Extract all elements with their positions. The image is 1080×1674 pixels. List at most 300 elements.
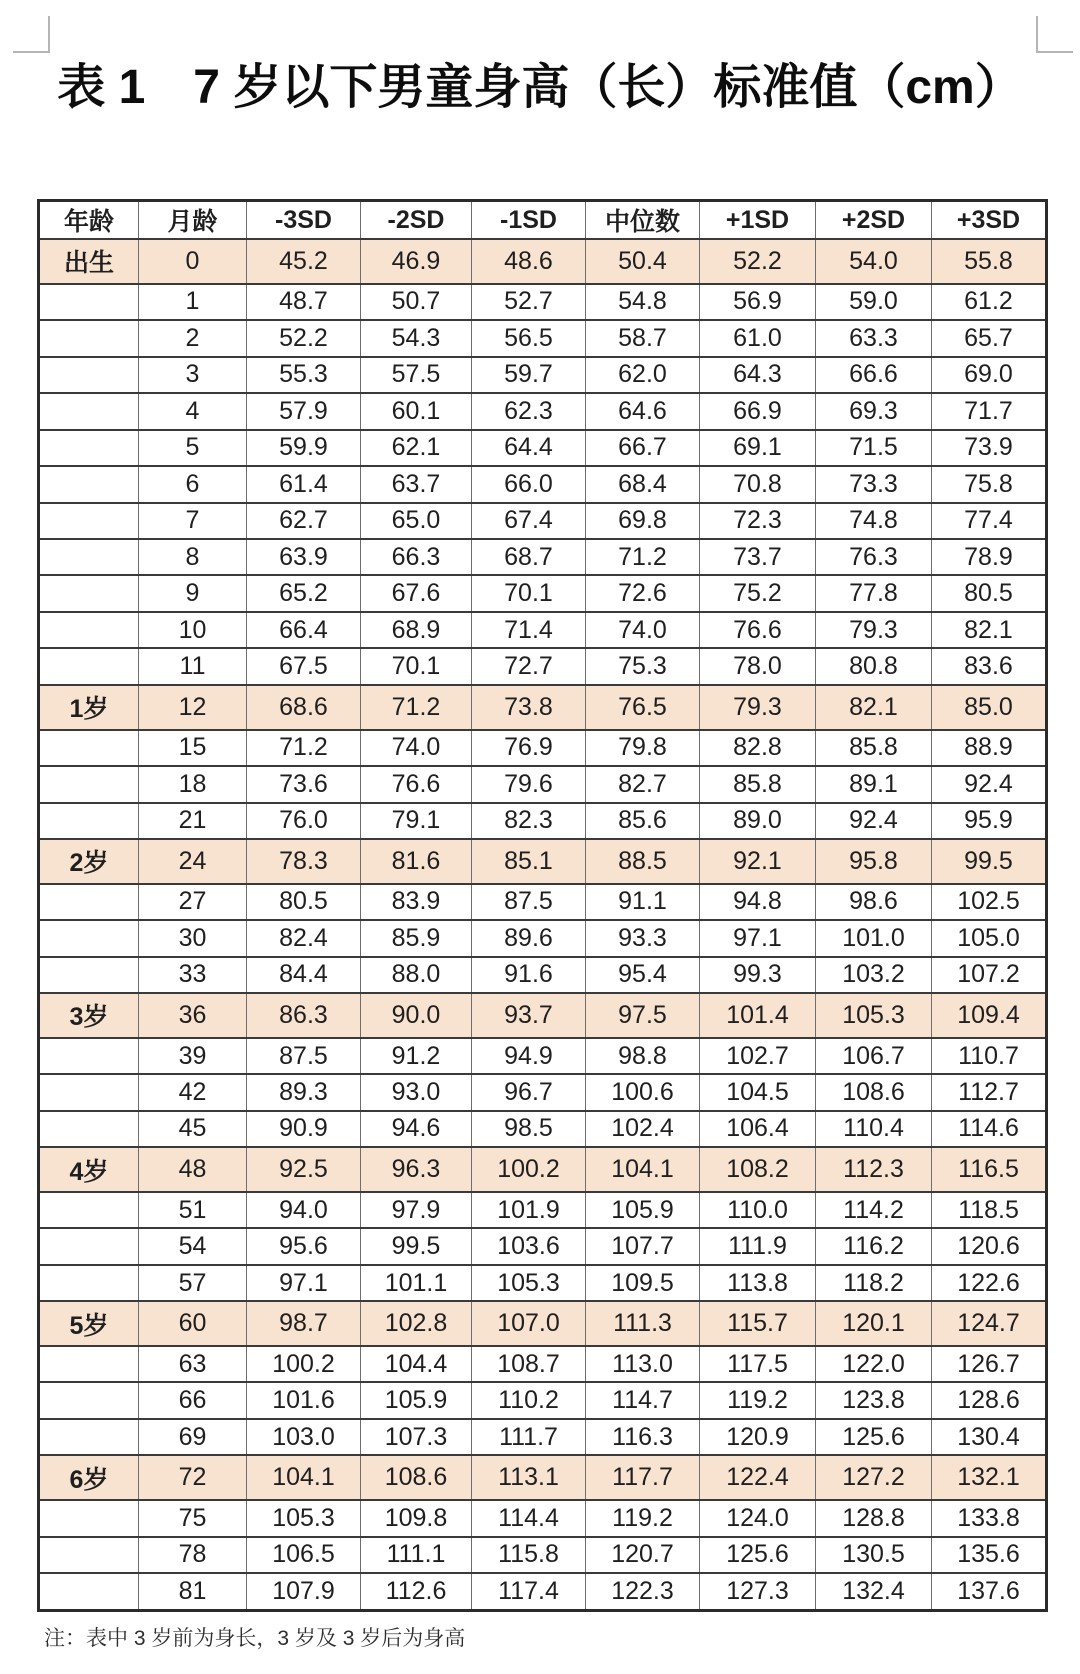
value-cell: 52.2 [247, 320, 361, 356]
value-cell: 48.6 [472, 239, 586, 284]
table-row [39, 1074, 1047, 1110]
value-cell: 111.7 [472, 1419, 586, 1455]
value-cell: 122.0 [816, 1346, 932, 1382]
value-cell: 97.1 [700, 920, 816, 956]
value-cell: 101.4 [700, 993, 816, 1038]
value-cell: 98.5 [472, 1111, 586, 1147]
column-header: +3SD [932, 201, 1047, 240]
value-cell: 61.0 [700, 320, 816, 356]
month-cell: 66 [139, 1382, 247, 1418]
value-cell: 100.2 [472, 1147, 586, 1192]
value-cell: 84.4 [247, 957, 361, 993]
value-cell: 85.8 [700, 766, 816, 802]
value-cell: 71.7 [932, 393, 1047, 429]
value-cell: 127.3 [700, 1573, 816, 1610]
age-cell [39, 357, 139, 393]
age-cell [39, 1537, 139, 1573]
value-cell: 122.3 [586, 1573, 700, 1610]
value-cell: 76.3 [816, 539, 932, 575]
value-cell: 64.4 [472, 430, 586, 466]
month-cell: 18 [139, 766, 247, 802]
value-cell: 70.1 [361, 648, 472, 684]
month-cell: 6 [139, 466, 247, 502]
value-cell: 71.2 [586, 539, 700, 575]
value-cell: 82.1 [932, 612, 1047, 648]
value-cell: 73.8 [472, 685, 586, 730]
value-cell: 85.8 [816, 730, 932, 766]
value-cell: 57.5 [361, 357, 472, 393]
value-cell: 99.5 [361, 1228, 472, 1264]
age-cell: 4岁 [39, 1147, 139, 1192]
value-cell: 68.6 [247, 685, 361, 730]
value-cell: 123.8 [816, 1382, 932, 1418]
value-cell: 89.6 [472, 920, 586, 956]
value-cell: 126.7 [932, 1346, 1047, 1382]
table-row [39, 1346, 1047, 1382]
value-cell: 82.8 [700, 730, 816, 766]
value-cell: 113.1 [472, 1455, 586, 1500]
value-cell: 48.7 [247, 284, 361, 320]
value-cell: 69.3 [816, 393, 932, 429]
value-cell: 124.0 [700, 1500, 816, 1536]
value-cell: 50.4 [586, 239, 700, 284]
value-cell: 112.6 [361, 1573, 472, 1610]
value-cell: 103.2 [816, 957, 932, 993]
value-cell: 76.5 [586, 685, 700, 730]
month-cell: 27 [139, 884, 247, 920]
value-cell: 101.6 [247, 1382, 361, 1418]
value-cell: 71.5 [816, 430, 932, 466]
value-cell: 71.2 [247, 730, 361, 766]
value-cell: 70.8 [700, 466, 816, 502]
month-cell: 42 [139, 1074, 247, 1110]
value-cell: 109.8 [361, 1500, 472, 1536]
month-cell: 10 [139, 612, 247, 648]
value-cell: 85.9 [361, 920, 472, 956]
month-cell: 45 [139, 1111, 247, 1147]
value-cell: 104.1 [247, 1455, 361, 1500]
age-cell [39, 1419, 139, 1455]
value-cell: 116.5 [932, 1147, 1047, 1192]
value-cell: 61.2 [932, 284, 1047, 320]
value-cell: 119.2 [586, 1500, 700, 1536]
value-cell: 92.4 [816, 803, 932, 839]
value-cell: 106.5 [247, 1537, 361, 1573]
value-cell: 112.3 [816, 1147, 932, 1192]
value-cell: 137.6 [932, 1573, 1047, 1610]
value-cell: 94.0 [247, 1192, 361, 1228]
table-row [39, 1111, 1047, 1147]
value-cell: 71.4 [472, 612, 586, 648]
value-cell: 96.3 [361, 1147, 472, 1192]
value-cell: 89.1 [816, 766, 932, 802]
value-cell: 122.4 [700, 1455, 816, 1500]
value-cell: 79.3 [700, 685, 816, 730]
value-cell: 122.6 [932, 1265, 1047, 1301]
value-cell: 76.0 [247, 803, 361, 839]
value-cell: 116.2 [816, 1228, 932, 1264]
value-cell: 128.6 [932, 1382, 1047, 1418]
value-cell: 109.4 [932, 993, 1047, 1038]
value-cell: 93.7 [472, 993, 586, 1038]
value-cell: 52.7 [472, 284, 586, 320]
value-cell: 114.2 [816, 1192, 932, 1228]
value-cell: 120.9 [700, 1419, 816, 1455]
value-cell: 85.1 [472, 839, 586, 884]
value-cell: 125.6 [816, 1419, 932, 1455]
month-cell: 3 [139, 357, 247, 393]
table-row [39, 1500, 1047, 1536]
value-cell: 63.7 [361, 466, 472, 502]
month-cell: 75 [139, 1500, 247, 1536]
column-header: 年龄 [39, 201, 139, 240]
value-cell: 88.0 [361, 957, 472, 993]
value-cell: 111.3 [586, 1301, 700, 1346]
value-cell: 102.4 [586, 1111, 700, 1147]
value-cell: 79.8 [586, 730, 700, 766]
value-cell: 89.3 [247, 1074, 361, 1110]
month-cell: 1 [139, 284, 247, 320]
table-row [39, 284, 1047, 320]
value-cell: 98.7 [247, 1301, 361, 1346]
value-cell: 59.7 [472, 357, 586, 393]
value-cell: 108.6 [361, 1455, 472, 1500]
month-cell: 78 [139, 1537, 247, 1573]
month-cell: 9 [139, 575, 247, 611]
value-cell: 54.3 [361, 320, 472, 356]
value-cell: 105.9 [361, 1382, 472, 1418]
value-cell: 60.1 [361, 393, 472, 429]
age-cell [39, 284, 139, 320]
value-cell: 95.6 [247, 1228, 361, 1264]
value-cell: 78.0 [700, 648, 816, 684]
value-cell: 102.7 [700, 1038, 816, 1074]
month-cell: 60 [139, 1301, 247, 1346]
age-cell [39, 957, 139, 993]
value-cell: 113.8 [700, 1265, 816, 1301]
value-cell: 59.0 [816, 284, 932, 320]
value-cell: 115.8 [472, 1537, 586, 1573]
value-cell: 69.8 [586, 503, 700, 539]
value-cell: 98.6 [816, 884, 932, 920]
table-row [39, 685, 1047, 730]
age-cell [39, 612, 139, 648]
value-cell: 124.7 [932, 1301, 1047, 1346]
value-cell: 99.3 [700, 957, 816, 993]
column-header: +1SD [700, 201, 816, 240]
age-cell [39, 539, 139, 575]
value-cell: 59.9 [247, 430, 361, 466]
age-cell [39, 575, 139, 611]
value-cell: 95.8 [816, 839, 932, 884]
value-cell: 114.4 [472, 1500, 586, 1536]
value-cell: 133.8 [932, 1500, 1047, 1536]
column-header: 月龄 [139, 201, 247, 240]
value-cell: 110.0 [700, 1192, 816, 1228]
age-cell [39, 1346, 139, 1382]
month-cell: 7 [139, 503, 247, 539]
age-cell [39, 730, 139, 766]
value-cell: 94.8 [700, 884, 816, 920]
value-cell: 71.2 [361, 685, 472, 730]
table-row [39, 393, 1047, 429]
value-cell: 73.3 [816, 466, 932, 502]
age-cell [39, 1382, 139, 1418]
value-cell: 117.7 [586, 1455, 700, 1500]
value-cell: 108.2 [700, 1147, 816, 1192]
value-cell: 54.0 [816, 239, 932, 284]
value-cell: 103.6 [472, 1228, 586, 1264]
value-cell: 75.8 [932, 466, 1047, 502]
value-cell: 120.7 [586, 1537, 700, 1573]
table-title: 表 1 7 岁以下男童身高（长）标准值（cm） [57, 61, 1023, 114]
age-cell [39, 884, 139, 920]
column-header: +2SD [816, 201, 932, 240]
age-cell [39, 1228, 139, 1264]
table-row [39, 503, 1047, 539]
table-row [39, 1455, 1047, 1500]
age-cell: 5岁 [39, 1301, 139, 1346]
value-cell: 115.7 [700, 1301, 816, 1346]
value-cell: 99.5 [932, 839, 1047, 884]
month-cell: 0 [139, 239, 247, 284]
value-cell: 91.6 [472, 957, 586, 993]
value-cell: 66.9 [700, 393, 816, 429]
value-cell: 107.2 [932, 957, 1047, 993]
value-cell: 73.6 [247, 766, 361, 802]
value-cell: 117.4 [472, 1573, 586, 1610]
value-cell: 107.3 [361, 1419, 472, 1455]
month-cell: 2 [139, 320, 247, 356]
table-row [39, 648, 1047, 684]
value-cell: 82.3 [472, 803, 586, 839]
age-cell: 3岁 [39, 993, 139, 1038]
value-cell: 68.7 [472, 539, 586, 575]
value-cell: 107.9 [247, 1573, 361, 1610]
value-cell: 78.9 [932, 539, 1047, 575]
month-cell: 69 [139, 1419, 247, 1455]
value-cell: 98.8 [586, 1038, 700, 1074]
value-cell: 105.0 [932, 920, 1047, 956]
value-cell: 93.3 [586, 920, 700, 956]
table-row [39, 357, 1047, 393]
value-cell: 77.4 [932, 503, 1047, 539]
month-cell: 15 [139, 730, 247, 766]
value-cell: 100.2 [247, 1346, 361, 1382]
value-cell: 82.7 [586, 766, 700, 802]
age-cell [39, 320, 139, 356]
value-cell: 82.4 [247, 920, 361, 956]
value-cell: 66.3 [361, 539, 472, 575]
value-cell: 104.4 [361, 1346, 472, 1382]
value-cell: 104.5 [700, 1074, 816, 1110]
value-cell: 62.3 [472, 393, 586, 429]
month-cell: 21 [139, 803, 247, 839]
age-cell [39, 1192, 139, 1228]
value-cell: 64.3 [700, 357, 816, 393]
age-cell [39, 1074, 139, 1110]
value-cell: 135.6 [932, 1537, 1047, 1573]
value-cell: 80.8 [816, 648, 932, 684]
month-cell: 48 [139, 1147, 247, 1192]
table-row [39, 993, 1047, 1038]
value-cell: 75.3 [586, 648, 700, 684]
value-cell: 112.7 [932, 1074, 1047, 1110]
value-cell: 101.0 [816, 920, 932, 956]
age-cell [39, 1038, 139, 1074]
value-cell: 68.9 [361, 612, 472, 648]
value-cell: 92.4 [932, 766, 1047, 802]
value-cell: 119.2 [700, 1382, 816, 1418]
month-cell: 24 [139, 839, 247, 884]
table-row [39, 1301, 1047, 1346]
value-cell: 106.7 [816, 1038, 932, 1074]
age-cell [39, 503, 139, 539]
value-cell: 92.1 [700, 839, 816, 884]
value-cell: 73.7 [700, 539, 816, 575]
value-cell: 105.3 [816, 993, 932, 1038]
value-cell: 89.0 [700, 803, 816, 839]
value-cell: 50.7 [361, 284, 472, 320]
value-cell: 70.1 [472, 575, 586, 611]
value-cell: 85.0 [932, 685, 1047, 730]
value-cell: 79.1 [361, 803, 472, 839]
table-row [39, 1382, 1047, 1418]
value-cell: 54.8 [586, 284, 700, 320]
column-header: 中位数 [586, 201, 700, 240]
value-cell: 103.0 [247, 1419, 361, 1455]
month-cell: 81 [139, 1573, 247, 1610]
value-cell: 56.9 [700, 284, 816, 320]
value-cell: 74.8 [816, 503, 932, 539]
value-cell: 97.5 [586, 993, 700, 1038]
value-cell: 65.7 [932, 320, 1047, 356]
value-cell: 80.5 [932, 575, 1047, 611]
value-cell: 69.1 [700, 430, 816, 466]
column-header: -3SD [247, 201, 361, 240]
value-cell: 66.7 [586, 430, 700, 466]
value-cell: 110.4 [816, 1111, 932, 1147]
age-cell: 2岁 [39, 839, 139, 884]
value-cell: 75.2 [700, 575, 816, 611]
value-cell: 90.9 [247, 1111, 361, 1147]
value-cell: 74.0 [361, 730, 472, 766]
value-cell: 72.3 [700, 503, 816, 539]
month-cell: 51 [139, 1192, 247, 1228]
column-header: -1SD [472, 201, 586, 240]
month-cell: 33 [139, 957, 247, 993]
table-row [39, 1419, 1047, 1455]
value-cell: 87.5 [247, 1038, 361, 1074]
month-cell: 11 [139, 648, 247, 684]
table-row [39, 839, 1047, 884]
value-cell: 128.8 [816, 1500, 932, 1536]
age-cell [39, 1111, 139, 1147]
value-cell: 90.0 [361, 993, 472, 1038]
value-cell: 65.0 [361, 503, 472, 539]
value-cell: 72.6 [586, 575, 700, 611]
value-cell: 95.9 [932, 803, 1047, 839]
value-cell: 132.4 [816, 1573, 932, 1610]
value-cell: 120.6 [932, 1228, 1047, 1264]
height-standards-table [37, 199, 1048, 1612]
value-cell: 63.9 [247, 539, 361, 575]
value-cell: 93.0 [361, 1074, 472, 1110]
value-cell: 117.5 [700, 1346, 816, 1382]
value-cell: 125.6 [700, 1537, 816, 1573]
column-header: -2SD [361, 201, 472, 240]
value-cell: 61.4 [247, 466, 361, 502]
table-row [39, 803, 1047, 839]
table-row [39, 1228, 1047, 1264]
value-cell: 74.0 [586, 612, 700, 648]
age-cell [39, 920, 139, 956]
value-cell: 118.5 [932, 1192, 1047, 1228]
value-cell: 105.3 [247, 1500, 361, 1536]
table-row [39, 1192, 1047, 1228]
value-cell: 79.6 [472, 766, 586, 802]
value-cell: 62.0 [586, 357, 700, 393]
value-cell: 120.1 [816, 1301, 932, 1346]
month-cell: 54 [139, 1228, 247, 1264]
value-cell: 91.1 [586, 884, 700, 920]
value-cell: 130.4 [932, 1419, 1047, 1455]
table-row [39, 575, 1047, 611]
value-cell: 76.6 [361, 766, 472, 802]
age-cell [39, 430, 139, 466]
value-cell: 88.9 [932, 730, 1047, 766]
value-cell: 96.7 [472, 1074, 586, 1110]
value-cell: 55.8 [932, 239, 1047, 284]
value-cell: 111.9 [700, 1228, 816, 1264]
value-cell: 80.5 [247, 884, 361, 920]
value-cell: 108.7 [472, 1346, 586, 1382]
value-cell: 101.1 [361, 1265, 472, 1301]
value-cell: 113.0 [586, 1346, 700, 1382]
value-cell: 102.8 [361, 1301, 472, 1346]
value-cell: 45.2 [247, 239, 361, 284]
table-row [39, 612, 1047, 648]
value-cell: 106.4 [700, 1111, 816, 1147]
table-row [39, 1038, 1047, 1074]
age-cell [39, 803, 139, 839]
value-cell: 107.0 [472, 1301, 586, 1346]
value-cell: 100.6 [586, 1074, 700, 1110]
age-cell [39, 1500, 139, 1536]
table-row [39, 320, 1047, 356]
age-cell [39, 1573, 139, 1610]
value-cell: 68.4 [586, 466, 700, 502]
value-cell: 81.6 [361, 839, 472, 884]
value-cell: 108.6 [816, 1074, 932, 1110]
value-cell: 94.6 [361, 1111, 472, 1147]
value-cell: 46.9 [361, 239, 472, 284]
value-cell: 127.2 [816, 1455, 932, 1500]
value-cell: 82.1 [816, 685, 932, 730]
value-cell: 104.1 [586, 1147, 700, 1192]
age-cell: 出生 [39, 239, 139, 284]
table-row [39, 730, 1047, 766]
table-row [39, 430, 1047, 466]
value-cell: 72.7 [472, 648, 586, 684]
value-cell: 116.3 [586, 1419, 700, 1455]
value-cell: 64.6 [586, 393, 700, 429]
month-cell: 57 [139, 1265, 247, 1301]
value-cell: 56.5 [472, 320, 586, 356]
value-cell: 78.3 [247, 839, 361, 884]
header-row [39, 201, 1047, 240]
value-cell: 105.3 [472, 1265, 586, 1301]
